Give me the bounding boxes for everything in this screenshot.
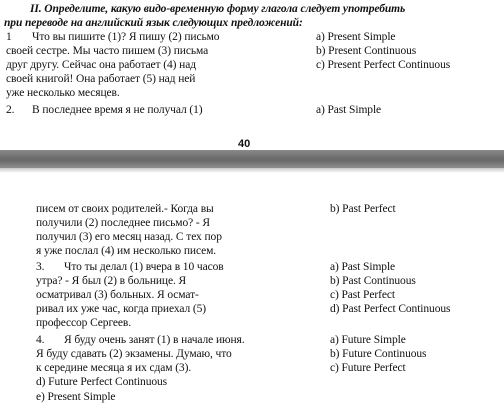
item-3-line-2: утра? - Я был (2) в больнице. Я [36, 275, 187, 287]
item-1-line-3: друг другу. Сейчас она работает (4) над [6, 59, 196, 71]
item-2-option-b: b) Past Perfect [330, 203, 396, 215]
item-4-option-d: d) Future Perfect Continuous [36, 376, 168, 388]
exercise-heading-line-1: II. Определите, какую видо-временную форму глагола следует употребить [30, 3, 406, 15]
item-4-option-b: b) Future Continuous [330, 348, 427, 360]
item-1-line-4: своей книгой! Она работает (5) над ней [6, 73, 196, 85]
item-4-number: 4. [36, 334, 45, 346]
item-1-option-a: a) Present Simple [316, 31, 396, 43]
exercise-heading-line-2: при переводе на английский язык следующих предложений: [4, 17, 303, 29]
item-4-option-e: e) Present Simple [36, 391, 116, 403]
item-2-cont-line-1: писем от своих родителей.- Когда вы [36, 203, 214, 215]
item-1-line-1: Что вы пишите (1)? Я пишу (2) письмо [32, 31, 220, 43]
page-break-bar [0, 150, 504, 168]
page-break-shadow [0, 168, 504, 173]
item-3-option-b: b) Past Continuous [330, 275, 416, 287]
item-3-line-4: ривал их уже час, когда приехал (5) [36, 303, 206, 315]
item-3-line-1: Что ты делал (1) вчера в 10 часов [64, 261, 224, 273]
item-2-option-a: a) Past Simple [316, 104, 382, 116]
item-4-option-a: a) Future Simple [330, 334, 406, 346]
item-4-line-3: к середине месяца я их сдам (3). [36, 362, 192, 374]
item-1-number: 1 [6, 31, 12, 43]
item-3-line-3: осматривал (3) больных. Я осмат- [36, 289, 199, 301]
item-4-option-c: c) Future Perfect [330, 362, 406, 374]
item-4-line-2: Я буду сдавать (2) экзамены. Думаю, что [36, 348, 232, 360]
item-3-option-c: c) Past Perfect [330, 289, 395, 301]
item-3-line-5: профессор Сергеев. [36, 317, 132, 329]
item-2-cont-line-2: получили (2) последнее письмо? - Я [36, 217, 210, 229]
item-1-line-5: уже несколько месяцев. [6, 87, 120, 99]
item-3-option-a: a) Past Simple [330, 261, 396, 273]
page-number: 40 [238, 138, 251, 150]
item-1-option-c: c) Present Perfect Continuous [316, 59, 451, 71]
item-4-line-1: Я буду очень занят (1) в начале июня. [64, 334, 245, 346]
item-3-number: 3. [36, 261, 45, 273]
item-1-line-2: своей сестре. Мы часто пишем (3) письма [6, 45, 209, 57]
item-2-number: 2. [6, 104, 15, 116]
item-1-option-b: b) Present Continuous [316, 45, 417, 57]
item-2-line-1: В последнее время я не получал (1) [32, 104, 203, 116]
item-2-cont-line-4: я уже послал (4) им несколько писем. [36, 245, 217, 257]
item-3-option-d: d) Past Perfect Continuous [330, 303, 451, 315]
item-2-cont-line-3: получил (3) его месяц назад. С тех пор [36, 231, 222, 243]
